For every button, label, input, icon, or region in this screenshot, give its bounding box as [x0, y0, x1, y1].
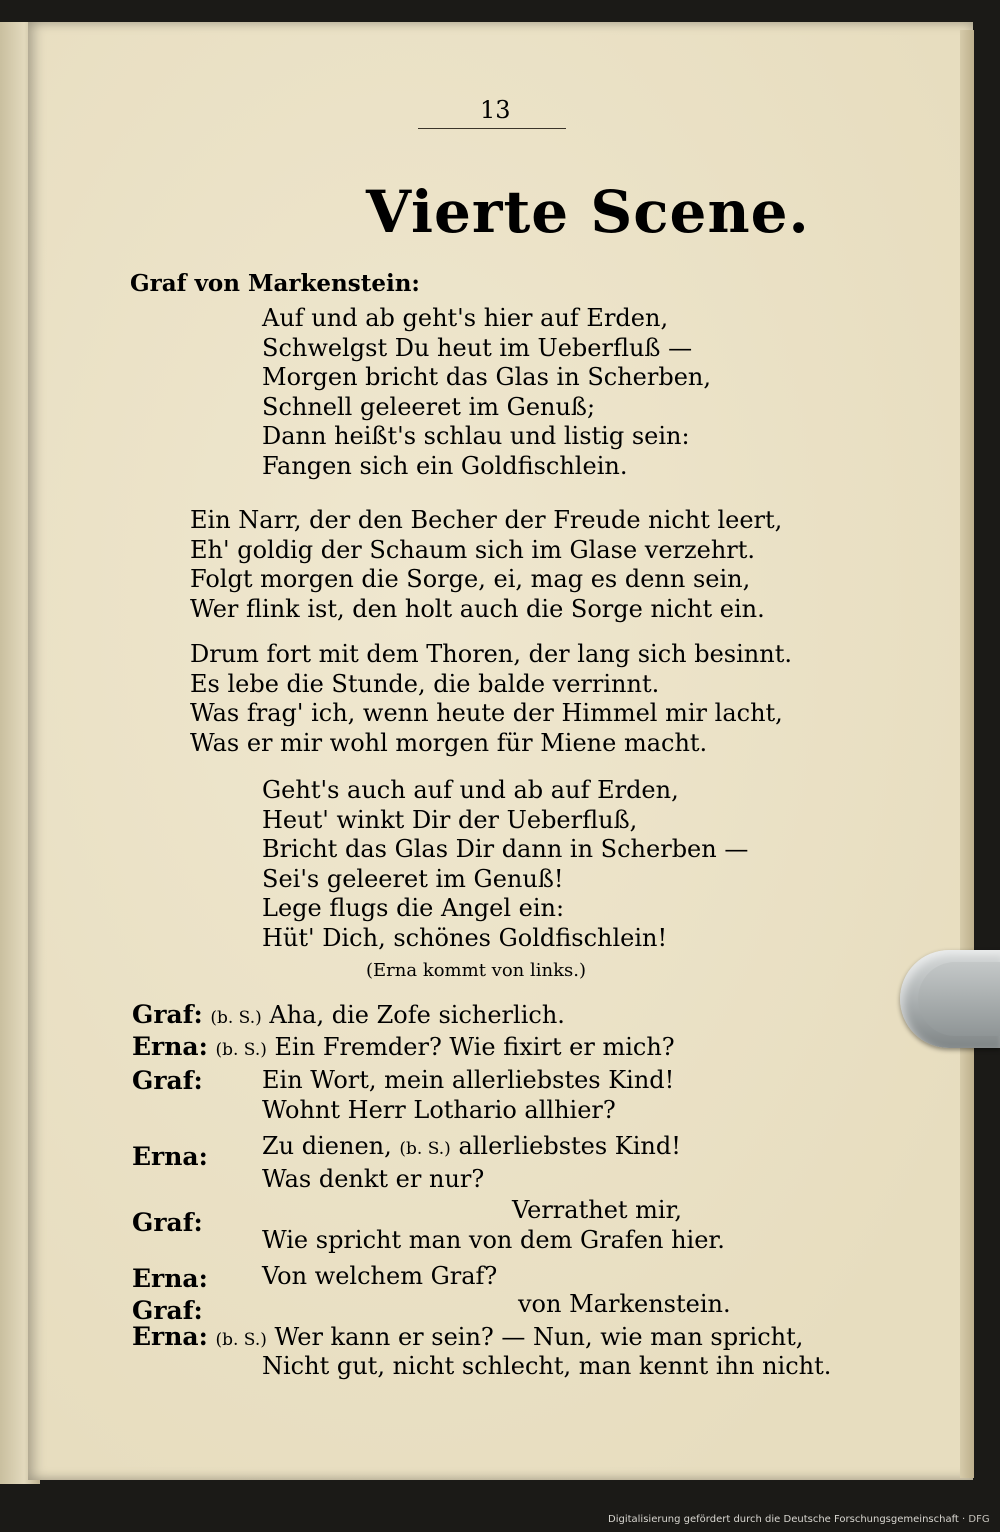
dialogue-text-7: von Markenstein. — [518, 1290, 731, 1318]
dialogue-speaker-5 — [132, 1208, 203, 1239]
verse-line: Morgen bricht das Glas in Scherben, — [262, 363, 711, 391]
dfg-logo: DFG — [968, 1514, 990, 1525]
dialogue-text: allerliebstes Kind! — [458, 1132, 681, 1160]
stanza-3 — [190, 640, 792, 758]
dialogue-speaker-3 — [132, 1066, 203, 1097]
verse-line: Was frag' ich, wenn heute der Himmel mir lacht, — [190, 699, 783, 727]
speaker-name: Graf: — [132, 1066, 203, 1095]
speaker-name: Graf: — [132, 1000, 203, 1029]
stanza-1 — [262, 304, 711, 481]
footer-text: Digitalisierung gefördert durch die Deutsche Forschungsgemeinschaft — [608, 1514, 959, 1525]
aside-marker: (b. S.) — [399, 1139, 451, 1159]
page-number: 13 — [480, 96, 511, 124]
opening-speaker: Graf von Markenstein: — [130, 270, 420, 297]
dialogue-text-4 — [262, 1132, 681, 1194]
verse-line: Folgt morgen die Sorge, ei, mag es denn sein, — [190, 565, 751, 593]
verse-line: Eh' goldig der Schaum sich im Glase verzehrt. — [190, 535, 756, 564]
dialogue-text-6: Von welchem Graf? — [262, 1262, 498, 1290]
dialogue-text-5-right: Verrathet mir, — [512, 1196, 683, 1224]
aside-marker: (b. S.) — [215, 1040, 267, 1060]
verse-line: Geht's auch auf und ab auf Erden, — [262, 776, 679, 804]
dialogue-line-1 — [132, 1000, 565, 1034]
dialogue-text-5: Wie spricht man von dem Grafen hier. — [262, 1226, 725, 1254]
aside-marker: (b. S.) — [210, 1008, 262, 1028]
dialogue-text: Ein Fremder? Wie fixirt er mich? — [274, 1033, 675, 1061]
verse-line: Schnell geleeret im Genuß; — [262, 392, 596, 421]
footer-credit: Digitalisierung gefördert durch die Deutsche Forschungsgemeinschaft · DFG — [608, 1514, 990, 1525]
verse-line: Drum fort mit dem Thoren, der lang sich besinnt. — [190, 640, 792, 668]
dialogue-line-8 — [132, 1322, 803, 1356]
verse-line: Es lebe die Stunde, die balde verrinnt. — [190, 669, 660, 698]
dialogue-text: Was denkt er nur? — [262, 1164, 485, 1193]
dialogue-line-8b: Nicht gut, nicht schlecht, man kennt ihn nicht. — [262, 1352, 832, 1380]
verse-line: Dann heißt's schlau und listig sein: — [262, 422, 690, 450]
scene-title: Vierte Scene. — [366, 178, 810, 246]
verse-line: Sei's geleeret im Genuß! — [262, 864, 564, 893]
dialogue-text: Wohnt Herr Lothario allhier? — [262, 1095, 616, 1124]
aside-marker: (b. S.) — [215, 1330, 267, 1350]
dialogue-text: Wer kann er sein? — Nun, wie man spricht, — [274, 1323, 804, 1351]
dialogue-speaker-4 — [132, 1142, 208, 1173]
speaker-name: Erna: — [132, 1264, 208, 1293]
speaker-name: Erna: — [132, 1032, 208, 1061]
stanza-2 — [190, 506, 782, 624]
page-number-rule — [418, 128, 566, 129]
verse-line: Hüt' Dich, schönes Goldfischlein! — [262, 923, 668, 952]
dialogue-text: Ein Wort, mein allerliebstes Kind! — [262, 1066, 675, 1094]
verse-line: Was er mir wohl morgen für Miene macht. — [190, 728, 708, 757]
stage-direction: (Erna kommt von links.) — [366, 960, 586, 981]
speaker-name: Erna: — [132, 1322, 208, 1351]
verse-line: Fangen sich ein Goldfischlein. — [262, 451, 628, 480]
dialogue-text: Zu dienen, — [262, 1132, 392, 1160]
verse-line: Auf und ab geht's hier auf Erden, — [262, 304, 669, 332]
page-edge — [960, 30, 974, 1478]
verse-line: Lege flugs die Angel ein: — [262, 894, 565, 922]
dialogue-text-3 — [262, 1066, 674, 1125]
page-clip-inner — [918, 962, 1000, 1036]
verse-line: Wer flink ist, den holt auch die Sorge nicht ein. — [190, 594, 765, 623]
verse-line: Schwelgst Du heut im Ueberfluß — — [262, 333, 693, 362]
stanza-4 — [262, 776, 748, 953]
speaker-name: Graf: — [132, 1208, 203, 1237]
dialogue-text: Aha, die Zofe sicherlich. — [269, 1001, 565, 1029]
speaker-name: Erna: — [132, 1142, 208, 1171]
dialogue-line-2 — [132, 1032, 675, 1066]
speaker-name: Graf: — [132, 1296, 203, 1325]
verse-line: Bricht das Glas Dir dann in Scherben — — [262, 835, 749, 863]
dialogue-speaker-6 — [132, 1264, 208, 1295]
verse-line: Heut' winkt Dir der Ueberfluß, — [262, 805, 638, 834]
verse-line: Ein Narr, der den Becher der Freude nicht leert, — [190, 506, 783, 534]
